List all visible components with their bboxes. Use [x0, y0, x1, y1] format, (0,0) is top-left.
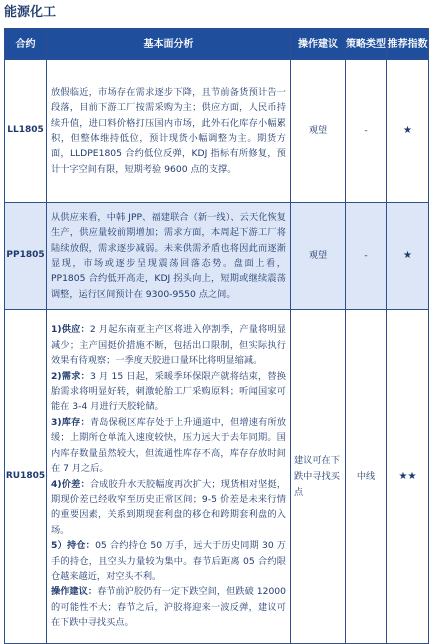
contract-cell: PP1805 — [5, 203, 47, 310]
operation-cell: 观望 — [291, 203, 346, 310]
analysis-item-position: 5）持仓：05 合约持仓 50 万手，远大于历史同期 30 万手的持仓，且空头力量较为集中。春节后距离 05 合约限仓越来越近，对空头不利。 — [51, 540, 286, 582]
contract-cell: LL1805 — [5, 60, 47, 203]
strategy-cell: 中线 — [346, 310, 387, 644]
table-row — [5, 203, 429, 310]
analysis-cell — [47, 310, 291, 644]
strategy-cell: - — [346, 203, 387, 310]
section-title: 能源化工 — [4, 5, 57, 20]
analysis-item-spread: 4)价差：合成胶升水天胶幅度再次扩大；现货相对坚挺，期现价差已经收窄至历史正常区间；9-5 价差是未来行情的重要因素，关系到期现套利盘的移仓和跨期套利盘的入场。 — [51, 478, 287, 536]
header-rating: 推荐指数 — [387, 29, 429, 60]
strategy-cell: - — [346, 60, 387, 203]
rating-star-icon: ★ — [387, 203, 429, 310]
contract-cell: RU1805 — [5, 310, 47, 644]
analysis-item-advice: 操作建议：春节前沪胶仍有一定下跌空间，但跌破 12000 的可能性不大；春节之后，沪胶将迎来一波反弹，建议可在下跌中寻找买点。 — [51, 586, 286, 629]
rating-star-icon: ★★ — [387, 310, 429, 644]
operation-cell: 观望 — [291, 60, 346, 203]
header-contract: 合约 — [5, 29, 47, 60]
operation-cell: 建议可在下跌中寻找买点 — [291, 310, 346, 644]
table-header-row — [5, 29, 429, 60]
analysis-cell: 放假临近，市场存在需求逐步下降，且节前备货预计告一段落，目前下游工厂按需采购为主；供应方面，人民币持续升值，进口料价格打压国内市场，此外石化库存小幅累积，但整体维持低位，预计现货小幅调整为主。期货方面，LLDPE1805 合约低位反弹，KDJ 指标有所修复，预计十字空间有限，短期考验 9600 点的支撑。 — [47, 60, 291, 203]
rating-star-icon: ★ — [387, 60, 429, 203]
analysis-item-inventory: 3)库存：青岛保税区库存处于上升通道中，但增速有所放缓；上期所仓单流入速度较快，压力远大于去年同期。国内库存数量虽然较大，但流通性库存不高，库存存放时间在 7 月之后。 — [51, 416, 287, 475]
header-strategy: 策略类型 — [346, 29, 387, 60]
table-row — [5, 60, 429, 203]
table-row — [5, 310, 429, 644]
analysis-item-demand: 2)需求：3 月 15 日起，采暖季环保限产就将结束，替换胎需求将明显好转，刺激轮胎工厂采购原料；听闻国家可能在 3-4 月进行天胶轮储。 — [51, 370, 287, 413]
header-analysis: 基本面分析 — [47, 29, 291, 60]
analysis-cell: 从供应来看，中韩 JPP、福建联合（新一线）、云天化恢复生产，供应量较前期增加；需求方面，本周起下游工厂将陆续放假，需求逐步减弱。未来供需矛盾也将因此而逐渐显现，市场或逐步呈现震荡回落态势。盘面上看，PP1805 合约低开高走，KDJ 拐头向上，短期或继续震荡调整，运行区间预计在 9300-9550 点之间。 — [47, 203, 291, 310]
strategy-table — [4, 28, 429, 644]
header-operation: 操作建议 — [291, 29, 346, 60]
analysis-item-supply: 1)供应：2 月起东南亚主产区将进入停割季，产量将明显减少；主产国挺价措施不断，包括出口限制，但实际执行效果有待观察；一季度天胶进口量环比将明显缩减。 — [51, 324, 287, 367]
